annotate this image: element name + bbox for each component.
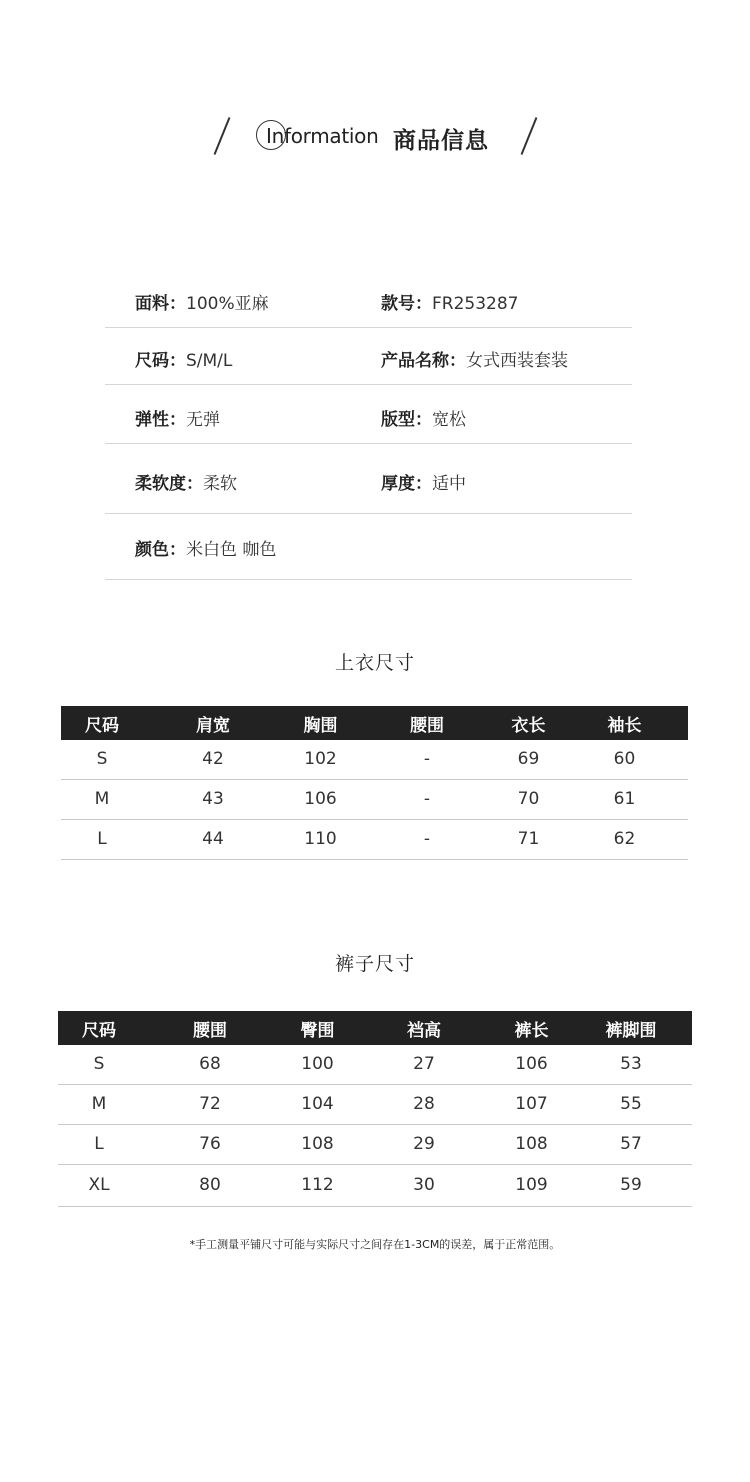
- attribute-value: 100%亚麻: [186, 294, 269, 314]
- attribute-value: 女式西装套装: [466, 351, 568, 371]
- column-header: 裆高: [355, 1011, 493, 1045]
- page-title: 商品信息: [393, 128, 489, 154]
- table-cell: 30: [355, 1164, 493, 1206]
- attribute-key: 产品名称：: [381, 351, 466, 371]
- table-cell: -: [358, 819, 496, 859]
- table-cell: 68: [140, 1045, 280, 1084]
- attribute-key: 颜色：: [135, 540, 186, 560]
- table-cell: 109: [493, 1164, 570, 1206]
- column-header: 尺码: [58, 1011, 140, 1045]
- attribute-key: 弹性：: [135, 410, 186, 430]
- attribute-value: 适中: [432, 474, 466, 494]
- column-header: 裤脚围: [570, 1011, 692, 1045]
- table-cell: 57: [570, 1124, 692, 1164]
- column-header: 腰围: [358, 706, 496, 740]
- attribute-key: 柔软度：: [135, 474, 203, 494]
- attribute-item: [381, 289, 519, 314]
- attribute-key: 款号：: [381, 294, 432, 314]
- table-cell: M: [58, 1084, 140, 1124]
- slash-decoration-right: [521, 117, 538, 155]
- table-cell: 43: [143, 779, 283, 819]
- table-cell: 53: [570, 1045, 692, 1084]
- table-cell: 29: [355, 1124, 493, 1164]
- table-row: [61, 740, 688, 779]
- table-header-row: [58, 1011, 692, 1045]
- attribute-key: 面料：: [135, 294, 186, 314]
- attribute-row: [105, 272, 632, 328]
- table-cell: 61: [561, 779, 688, 819]
- attribute-value: 宽松: [432, 410, 466, 430]
- column-header: 胸围: [283, 706, 358, 740]
- table-cell: L: [58, 1124, 140, 1164]
- column-header: 腰围: [140, 1011, 280, 1045]
- column-header: 肩宽: [143, 706, 283, 740]
- attribute-key: 尺码：: [135, 351, 186, 371]
- table-cell: 80: [140, 1164, 280, 1206]
- table-cell: 44: [143, 819, 283, 859]
- table-cell: -: [358, 740, 496, 779]
- table-cell: M: [61, 779, 143, 819]
- column-header: 臀围: [280, 1011, 355, 1045]
- top-size-table: [61, 706, 688, 860]
- attribute-item: [135, 289, 269, 314]
- table-cell: 60: [561, 740, 688, 779]
- attribute-item: [135, 405, 220, 430]
- attribute-row: [105, 328, 632, 385]
- table-cell: 100: [280, 1045, 355, 1084]
- table-cell: S: [58, 1045, 140, 1084]
- table-cell: 69: [496, 740, 561, 779]
- table-cell: 108: [493, 1124, 570, 1164]
- table-cell: 112: [280, 1164, 355, 1206]
- attribute-row: [105, 514, 632, 580]
- table-header-row: [61, 706, 688, 740]
- table-cell: 106: [493, 1045, 570, 1084]
- table-cell: -: [358, 779, 496, 819]
- table-cell: 102: [283, 740, 358, 779]
- attribute-item: [135, 469, 237, 494]
- column-header: 衣长: [496, 706, 561, 740]
- attribute-item: [135, 535, 276, 560]
- table-cell: 28: [355, 1084, 493, 1124]
- attribute-item: [135, 346, 232, 371]
- table-cell: 72: [140, 1084, 280, 1124]
- attribute-value: FR253287: [432, 294, 519, 314]
- header-info-word: Information: [266, 124, 379, 148]
- attribute-key: 版型：: [381, 410, 432, 430]
- pants-size-title: 裤子尺寸: [334, 953, 415, 975]
- column-header: 裤长: [493, 1011, 570, 1045]
- table-cell: 71: [496, 819, 561, 859]
- table-cell: XL: [58, 1164, 140, 1206]
- table-cell: 59: [570, 1164, 692, 1206]
- table-cell: S: [61, 740, 143, 779]
- table-cell: 62: [561, 819, 688, 859]
- attribute-value: S/M/L: [186, 351, 233, 371]
- attribute-value: 无弹: [186, 410, 220, 430]
- column-header: 尺码: [61, 706, 143, 740]
- attribute-row: [105, 385, 632, 444]
- attribute-value: 柔软: [203, 474, 237, 494]
- table-row: [58, 1084, 692, 1124]
- slash-decoration-left: [214, 117, 231, 155]
- attribute-item: [381, 405, 466, 430]
- attribute-list: [105, 272, 632, 580]
- table-cell: 42: [143, 740, 283, 779]
- attribute-item: [381, 469, 466, 494]
- table-cell: 104: [280, 1084, 355, 1124]
- table-row: [58, 1045, 692, 1084]
- attribute-row: [105, 444, 632, 514]
- table-cell: 106: [283, 779, 358, 819]
- table-cell: L: [61, 819, 143, 859]
- table-row: [61, 819, 688, 859]
- table-row: [58, 1124, 692, 1164]
- column-header: 袖长: [561, 706, 688, 740]
- table-cell: 27: [355, 1045, 493, 1084]
- attribute-item: [381, 346, 568, 371]
- table-row: [61, 779, 688, 819]
- table-cell: 107: [493, 1084, 570, 1124]
- table-cell: 110: [283, 819, 358, 859]
- section-header: [0, 112, 750, 162]
- table-cell: 108: [280, 1124, 355, 1164]
- measurement-note: *手工测量平铺尺寸可能与实际尺寸之间存在1-3CM的误差，属于正常范围。: [189, 1238, 561, 1251]
- table-cell: 70: [496, 779, 561, 819]
- table-row: [58, 1164, 692, 1206]
- pants-size-table: [58, 1011, 692, 1207]
- top-size-title: 上衣尺寸: [334, 652, 415, 674]
- attribute-key: 厚度：: [381, 474, 432, 494]
- table-cell: 76: [140, 1124, 280, 1164]
- table-cell: 55: [570, 1084, 692, 1124]
- attribute-value: 米白色 咖色: [186, 540, 277, 560]
